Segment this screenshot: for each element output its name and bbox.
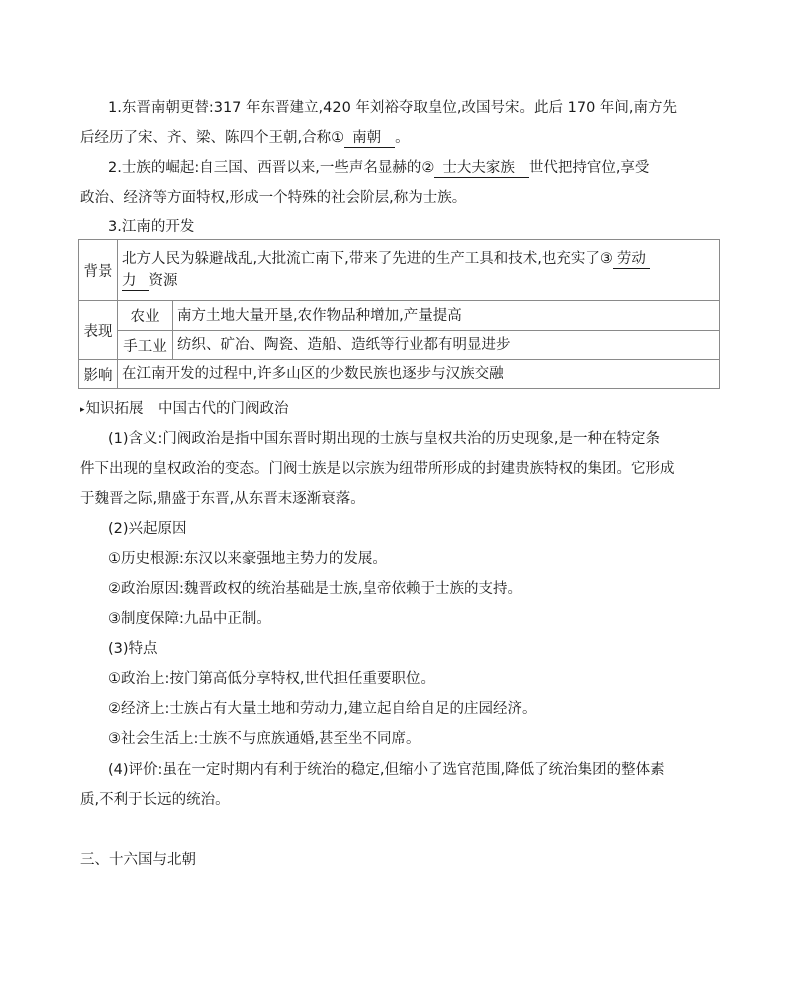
background-text-end: 资源 <box>148 273 178 289</box>
table-row-agriculture <box>79 301 720 331</box>
triangle-marker-icon: ▸ <box>80 405 85 415</box>
para-2-line-2: 政治、经济等方面特权,形成一个特殊的社会阶层,称为士族。 <box>80 190 467 206</box>
features-heading: (3)特点 <box>108 641 158 657</box>
para-1-line-2 <box>80 128 720 148</box>
para-1-end: 。 <box>395 130 410 146</box>
fill-blank-1: 南朝 <box>344 129 395 148</box>
para-2-cont: 世代把持官位,享受 <box>528 160 650 176</box>
table-row-handicraft <box>79 331 720 360</box>
impact-cell: 在江南开发的过程中,许多山区的少数民族也逐步与汉族交融 <box>118 360 720 389</box>
agriculture-header: 农业 <box>118 301 173 331</box>
feature-item-1: ①政治上:按门第高低分享特权,世代担任重要职位。 <box>108 671 435 687</box>
definition-line-3: 于魏晋之际,鼎盛于东晋,从东晋末逐渐衰落。 <box>80 491 365 507</box>
para-1-text: 后经历了宋、齐、梁、陈四个王朝,合称① <box>80 130 345 146</box>
cause-item-3: ③制度保障:九品中正制。 <box>108 611 271 627</box>
jiangnan-development-table <box>78 239 720 389</box>
feature-item-3: ③社会生活上:士族不与庶族通婚,甚至坐不同席。 <box>108 731 421 747</box>
cause-item-1: ①历史根源:东汉以来豪强地主势力的发展。 <box>108 551 387 567</box>
table-row-impact <box>79 360 720 389</box>
background-header: 背景 <box>79 240 118 301</box>
background-text: 北方人民为躲避战乱,大批流亡南下,带来了先进的生产工具和技术,也充实了③ <box>122 251 613 267</box>
handicraft-cell: 纺织、矿冶、陶瓷、造船、造纸等行业都有明显进步 <box>173 331 720 360</box>
evaluation-line-2: 质,不利于长远的统治。 <box>80 792 230 808</box>
agriculture-cell: 南方土地大量开垦,农作物品种增加,产量提高 <box>173 301 720 331</box>
performance-header: 表现 <box>79 301 118 360</box>
para-2-text: 2.士族的崛起:自三国、西晋以来,一些声名显赫的② <box>108 160 435 176</box>
handicraft-header: 手工业 <box>118 331 173 360</box>
fill-blank-3a: 劳动 <box>613 250 650 269</box>
evaluation-line-1: (4)评价:虽在一定时期内有利于统治的稳定,但缩小了选官范围,降低了统治集团的整体素 <box>108 762 665 778</box>
para-3-title: 3.江南的开发 <box>108 219 195 235</box>
knowledge-extension-title <box>80 399 720 420</box>
section-3-heading: 三、十六国与北朝 <box>80 852 196 868</box>
impact-header: 影响 <box>79 360 118 389</box>
feature-item-2: ②经济上:士族占有大量土地和劳动力,建立起自给自足的庄园经济。 <box>108 701 537 717</box>
extension-title-text: 知识拓展 中国古代的门阀政治 <box>85 401 289 417</box>
background-cell <box>118 240 720 301</box>
table-row-background <box>79 240 720 301</box>
fill-blank-2: 士大夫家族 <box>434 159 529 178</box>
fill-blank-3b: 力 <box>122 272 149 291</box>
causes-heading: (2)兴起原因 <box>108 521 187 537</box>
para-2-line-1 <box>108 158 748 178</box>
para-1-line-1: 1.东晋南朝更替:317 年东晋建立,420 年刘裕夺取皇位,改国号宋。此后 170 年间,南方先 <box>108 100 678 116</box>
definition-line-1: (1)含义:门阀政治是指中国东晋时期出现的士族与皇权共治的历史现象,是一种在特定条 <box>108 431 661 447</box>
definition-line-2: 件下出现的皇权政治的变态。门阀士族是以宗族为纽带所形成的封建贵族特权的集团。它形成 <box>80 461 675 477</box>
cause-item-2: ②政治原因:魏晋政权的统治基础是士族,皇帝依赖于士族的支持。 <box>108 581 522 597</box>
